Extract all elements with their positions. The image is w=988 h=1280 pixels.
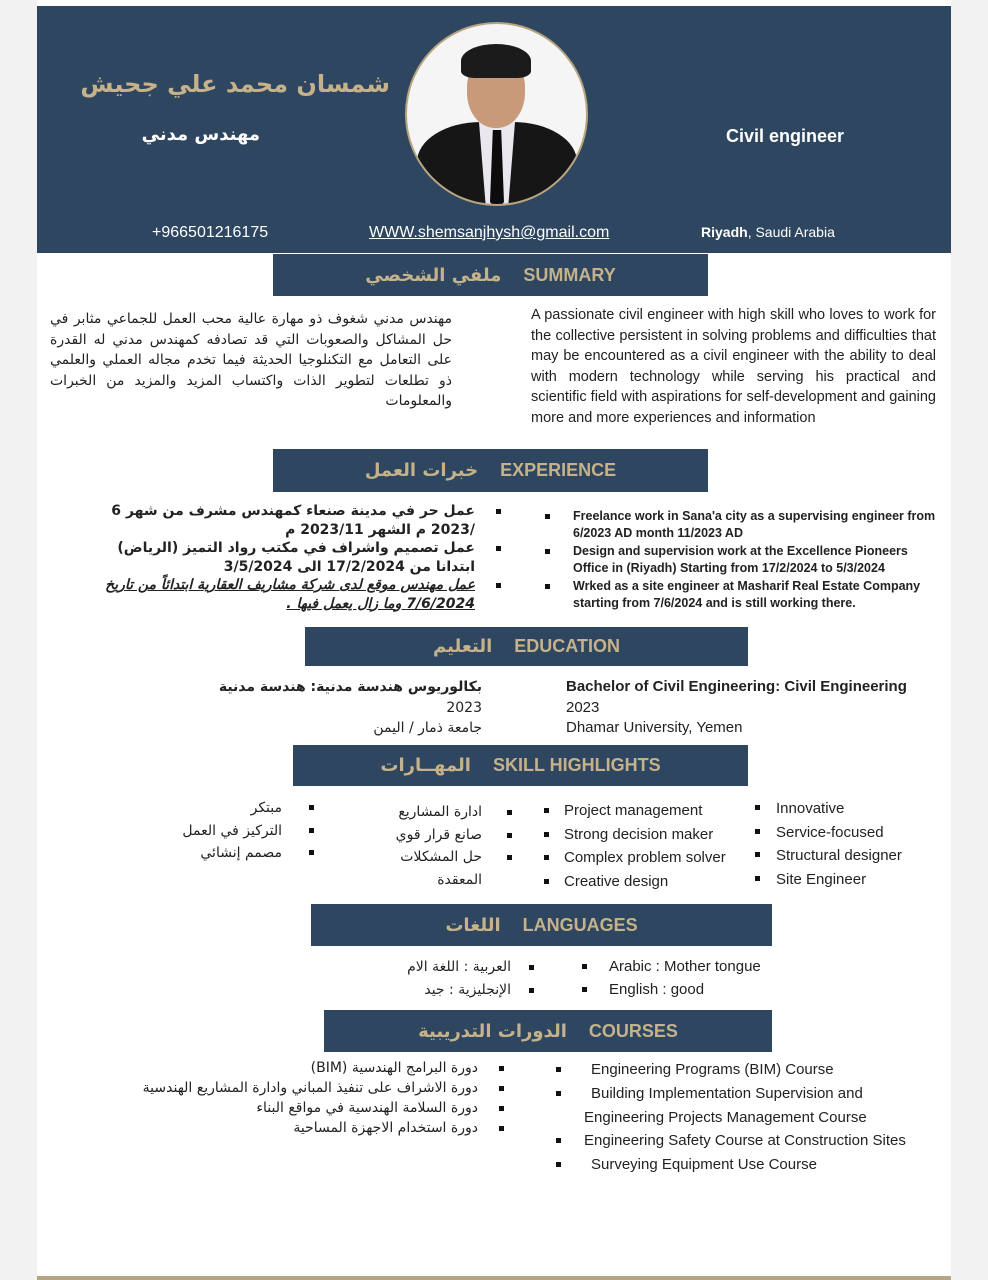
languages-list-ar bbox=[370, 956, 538, 1001]
skill-item-ar: ادارة المشاريع bbox=[360, 801, 518, 824]
experience-item-ar: عمل مهندس موقع لدى شركة مشاريف العقارية ابتدائاً من تاريخ 7/6/2024 وما زال يعمل فيها . bbox=[90, 576, 505, 613]
skill-item: Complex problem solver bbox=[544, 846, 726, 870]
skill-item-ar: مبتكر bbox=[180, 797, 320, 820]
education-ar bbox=[170, 677, 482, 739]
name-arabic: شمسان محمد علي جحيش bbox=[80, 70, 390, 98]
course-item-ar: دورة السلامة الهندسية في مواقع البناء bbox=[80, 1098, 508, 1118]
location-country: , Saudi Arabia bbox=[747, 224, 835, 240]
experience-item: Wrked as a site engineer at Masharif Real Estate Company starting from 7/6/2024 and is still working there. bbox=[545, 578, 940, 612]
degree-en: Bachelor of Civil Engineering: Civil Engineering bbox=[566, 678, 907, 695]
education-en bbox=[566, 677, 907, 739]
skill-item: Innovative bbox=[755, 797, 902, 821]
skill-item: Strong decision maker bbox=[544, 823, 726, 847]
course-item-ar: دورة الاشراف على تنفيذ المباني وادارة المشاريع الهندسية bbox=[80, 1078, 508, 1098]
location-city: Riyadh bbox=[701, 224, 748, 240]
skill-item-ar: حل المشكلات المعقدة bbox=[360, 846, 518, 891]
skills-list-en-1 bbox=[544, 799, 726, 893]
course-item: Surveying Equipment Use Course bbox=[556, 1153, 926, 1177]
summary-title-en: SUMMARY bbox=[523, 264, 616, 285]
experience-title-en: EXPERIENCE bbox=[500, 460, 617, 480]
university-ar: جامعة ذمار / اليمن bbox=[373, 720, 482, 736]
courses-list-ar bbox=[80, 1058, 508, 1138]
skill-item: Creative design bbox=[544, 870, 726, 894]
course-item-line2: Engineering Projects Management Course bbox=[584, 1108, 867, 1126]
experience-list-en bbox=[545, 508, 940, 613]
skills-title-en: SKILL HIGHLIGHTS bbox=[492, 755, 661, 775]
summary-text-ar: مهندس مدني شغوف ذو مهارة عالية محب العمل للجماعي مثابر في حل المشاكل والصعوبات التي قد تصادفه كمهندس مدني له القدرة على التعامل مع التكنلوجيا الحديثة فيما تخدم مجاله العملي والعلمي ذو تطلعات لتطوير الذات واكتساب المزيد والمزيد من الخبرات والمعلومات bbox=[50, 311, 452, 409]
skill-item: Service-focused bbox=[755, 821, 902, 845]
skills-list-ar-1 bbox=[360, 801, 518, 891]
section-header-languages bbox=[311, 904, 772, 946]
university-en: Dhamar University, Yemen bbox=[566, 719, 743, 736]
language-item-ar: العربية : اللغة الام bbox=[370, 956, 538, 979]
graduation-year-ar: 2023 bbox=[446, 699, 482, 716]
skill-item-ar: صانع قرار قوي bbox=[360, 824, 518, 847]
summary-text-en: A passionate civil engineer with high skill who loves to work for the collective persistent in solving problems and difficulties that may be encountered as a civil engineer with the ability to deal with modern technology while serving his practical and scientific field with aspirations for self-development and gaining more and more experiences and information bbox=[531, 307, 936, 426]
skill-item: Site Engineer bbox=[755, 868, 902, 892]
experience-list-ar bbox=[90, 502, 505, 613]
degree-ar: بكالوريوس هندسة مدنية: هندسة مدنية bbox=[218, 679, 482, 695]
skill-item-ar: مصمم إنشائي bbox=[180, 842, 320, 865]
courses-title-ar: الدورات التدريبية bbox=[418, 1020, 567, 1042]
skill-item: Project management bbox=[544, 799, 726, 823]
skills-list-en-2 bbox=[755, 797, 902, 891]
job-title-english: Civil engineer bbox=[725, 126, 845, 146]
course-item-ar: دورة البرامج الهندسية (BIM) bbox=[80, 1058, 508, 1078]
experience-item-ar: عمل تصميم واشراف في مكتب رواد التميز (الرياض) ابتدانا من 17/2/2024 الى 3/5/2024 bbox=[90, 539, 505, 576]
experience-item-ar: عمل حر في مدينة صنعاء كمهندس مشرف من شهر 6 /2023 م الشهر 2023/11 م bbox=[90, 502, 505, 539]
skills-title-ar: المهــارات bbox=[380, 755, 471, 776]
job-title-arabic: مهندس مدني bbox=[141, 124, 260, 145]
email-link[interactable]: WWW.shemsanjhysh@gmail.com bbox=[369, 224, 610, 241]
experience-item: Design and supervision work at the Excellence Pioneers Office in (Riyadh) Starting from 17/2/2024 to 5/3/2024 bbox=[545, 543, 940, 577]
skills-list-ar-2 bbox=[180, 797, 320, 865]
language-item: Arabic : Mother tongue bbox=[582, 955, 761, 978]
photo-hair bbox=[461, 44, 531, 78]
course-item bbox=[556, 1082, 926, 1130]
location bbox=[701, 224, 835, 240]
experience-title-ar: خبرات العمل bbox=[364, 460, 479, 481]
section-header-summary bbox=[273, 254, 708, 296]
summary-title-ar: ملفي الشخصي bbox=[365, 264, 502, 286]
education-title-ar: التعليم bbox=[433, 636, 493, 657]
languages-title-ar: اللغات bbox=[445, 914, 501, 936]
section-header-experience bbox=[273, 449, 708, 492]
skill-item: Structural designer bbox=[755, 844, 902, 868]
languages-list-en bbox=[582, 955, 761, 1001]
courses-list-en bbox=[556, 1058, 926, 1177]
graduation-year-en: 2023 bbox=[566, 698, 600, 716]
education-title-en: EDUCATION bbox=[514, 636, 620, 656]
experience-item: Freelance work in Sana'a city as a supervising engineer from 6/2023 AD month 11/2023 AD bbox=[545, 508, 940, 542]
languages-title-en: LANGUAGES bbox=[522, 914, 638, 935]
phone-number: +966501216175 bbox=[152, 224, 269, 241]
course-item-line1: Building Implementation Supervision and bbox=[591, 1084, 863, 1102]
course-item: Engineering Programs (BIM) Course bbox=[556, 1058, 926, 1082]
language-item: English : good bbox=[582, 978, 761, 1001]
course-item: Engineering Safety Course at Construction Sites bbox=[556, 1129, 926, 1153]
profile-photo bbox=[405, 22, 588, 206]
section-header-education bbox=[305, 627, 748, 666]
language-item-ar: الإنجليزية : جيد bbox=[370, 979, 538, 1002]
footer-divider bbox=[37, 1276, 951, 1280]
section-header-courses bbox=[324, 1010, 772, 1052]
course-item-ar: دورة استخدام الاجهزة المساحية bbox=[80, 1118, 508, 1138]
section-header-skills bbox=[293, 745, 748, 786]
courses-title-en: COURSES bbox=[588, 1020, 678, 1041]
skill-item-ar: التركيز في العمل bbox=[180, 820, 320, 843]
